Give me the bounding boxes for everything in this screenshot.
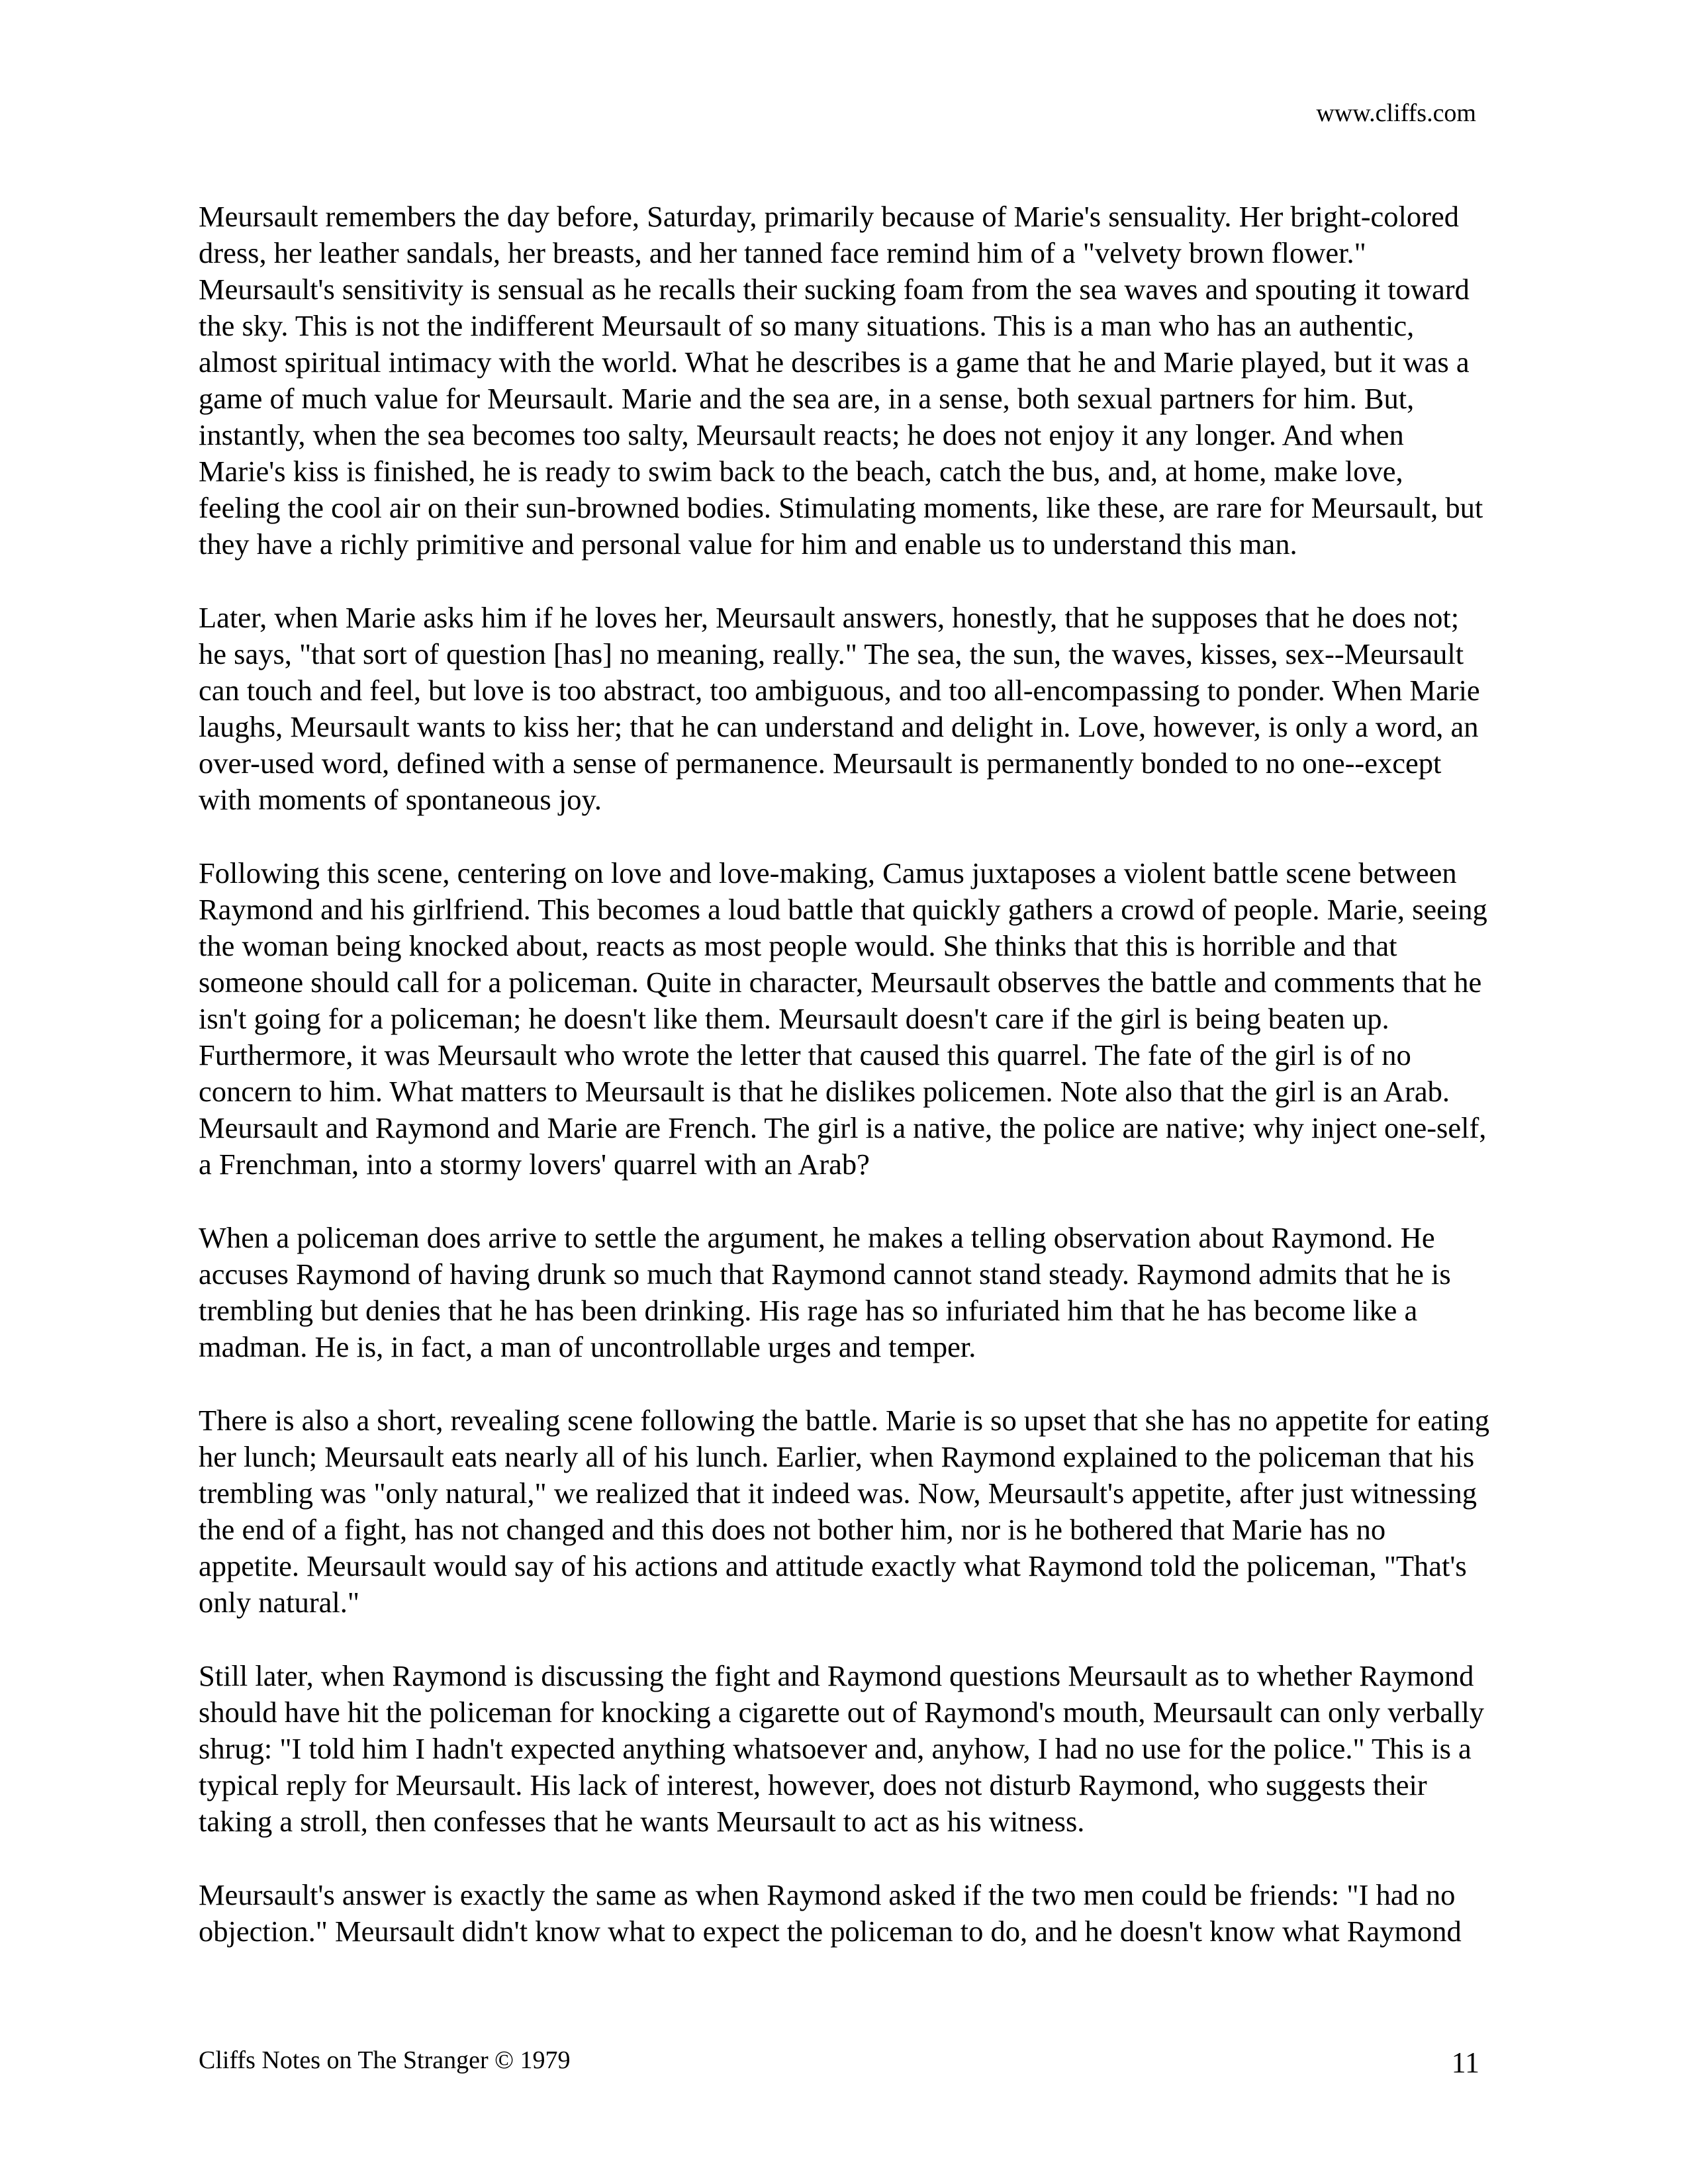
- paragraph-7: Meursault's answer is exactly the same as when Raymond asked if the two men could be friends: "I had no objection." Meursault didn't know what to expect the policeman to do, and he doesn't know what Raymond: [199, 1878, 1462, 1948]
- paragraph-3: Following this scene, centering on love and love-making, Camus juxtaposes a violent battle scene between Raymond and his girlfriend. This becomes a loud battle that quickly gathers a crowd of people. Marie, seeing the woman being knocked about, reacts as most people would. She thinks that this is horrible and that someone should call for a policeman. Quite in character, Meursault observes the battle and comments that he isn't going for a policeman; he doesn't like them. Meursault doesn't care if the girl is being beaten up. Furthermore, it was Meursault who wrote the letter that caused this quarrel. The fate of the girl is of no concern to him. What matters to Meursault is that he dislikes policemen. Note also that the girl is an Arab. Meursault and Raymond and Marie are French. The girl is a native, the police are native; why inject one-self, a Frenchman, into a stormy lovers' quarrel with an Arab?: [199, 856, 1487, 1181]
- paragraph-1: Meursault remembers the day before, Saturday, primarily because of Marie's sensuality. Her bright-colored dress, her leather sandals, her breasts, and her tanned face remind him of a "velvety brown flower." Meursault's sensitivity is sensual as he recalls their sucking foam from the sea waves and spouting it toward the sky. This is not the indifferent Meursault of so many situations. This is a man who has an authentic, almost spiritual intimacy with the world. What he describes is a game that he and Marie played, but it was a game of much value for Meursault. Marie and the sea are, in a sense, both sexual partners for him. But, instantly, when the sea becomes too salty, Meursault reacts; he does not enjoy it any longer. And when Marie's kiss is finished, he is ready to swim back to the beach, catch the bus, and, at home, make love, feeling the cool air on their sun-browned bodies. Stimulating moments, like these, are rare for Meursault, but they have a richly primitive and personal value for him and enable us to understand this man.: [199, 200, 1483, 561]
- paragraph-5: There is also a short, revealing scene following the battle. Marie is so upset that she has no appetite for eating her lunch; Meursault eats nearly all of his lunch. Earlier, when Raymond explained to the policeman that his trembling was "only natural," we realized that it indeed was. Now, Meursault's appetite, after just witnessing the end of a fight, has not changed and this does not bother him, nor is he bothered that Marie has no appetite. Meursault would say of his actions and attitude exactly what Raymond told the policeman, "That's only natural.": [199, 1404, 1490, 1619]
- footer-title: Cliffs Notes on The Stranger © 1979: [199, 2046, 571, 2074]
- page-body: [199, 199, 1491, 1987]
- paragraph-6: Still later, when Raymond is discussing the fight and Raymond questions Meursault as to whether Raymond should have hit the policeman for knocking a cigarette out of Raymond's mouth, Meursault can only verbally shrug: "I told him I hadn't expected anything whatsoever and, anyhow, I had no use for the police." This is a typical reply for Meursault. His lack of interest, however, does not disturb Raymond, who suggests their taking a stroll, then confesses that he wants Meursault to act as his witness.: [199, 1659, 1485, 1838]
- paragraph-2: Later, when Marie asks him if he loves her, Meursault answers, honestly, that he supposes that he does not; he says, "that sort of question [has] no meaning, really." The sea, the sun, the waves, kisses, sex--Meursault can touch and feel, but love is too abstract, too ambiguous, and too all-encompassing to ponder. When Marie laughs, Meursault wants to kiss her; that he can understand and delight in. Love, however, is only a word, an over-used word, defined with a sense of permanence. Meursault is permanently bonded to no one--except with moments of spontaneous joy.: [199, 601, 1480, 816]
- header-url: www.cliffs.com: [1316, 99, 1476, 127]
- page-number: 11: [1451, 2046, 1479, 2079]
- paragraph-4: When a policeman does arrive to settle the argument, he makes a telling observation about Raymond. He accuses Raymond of having drunk so much that Raymond cannot stand steady. Raymond admits that he is trembling but denies that he has been drinking. His rage has so infuriated him that he has become like a madman. He is, in fact, a man of uncontrollable urges and temper.: [199, 1221, 1451, 1363]
